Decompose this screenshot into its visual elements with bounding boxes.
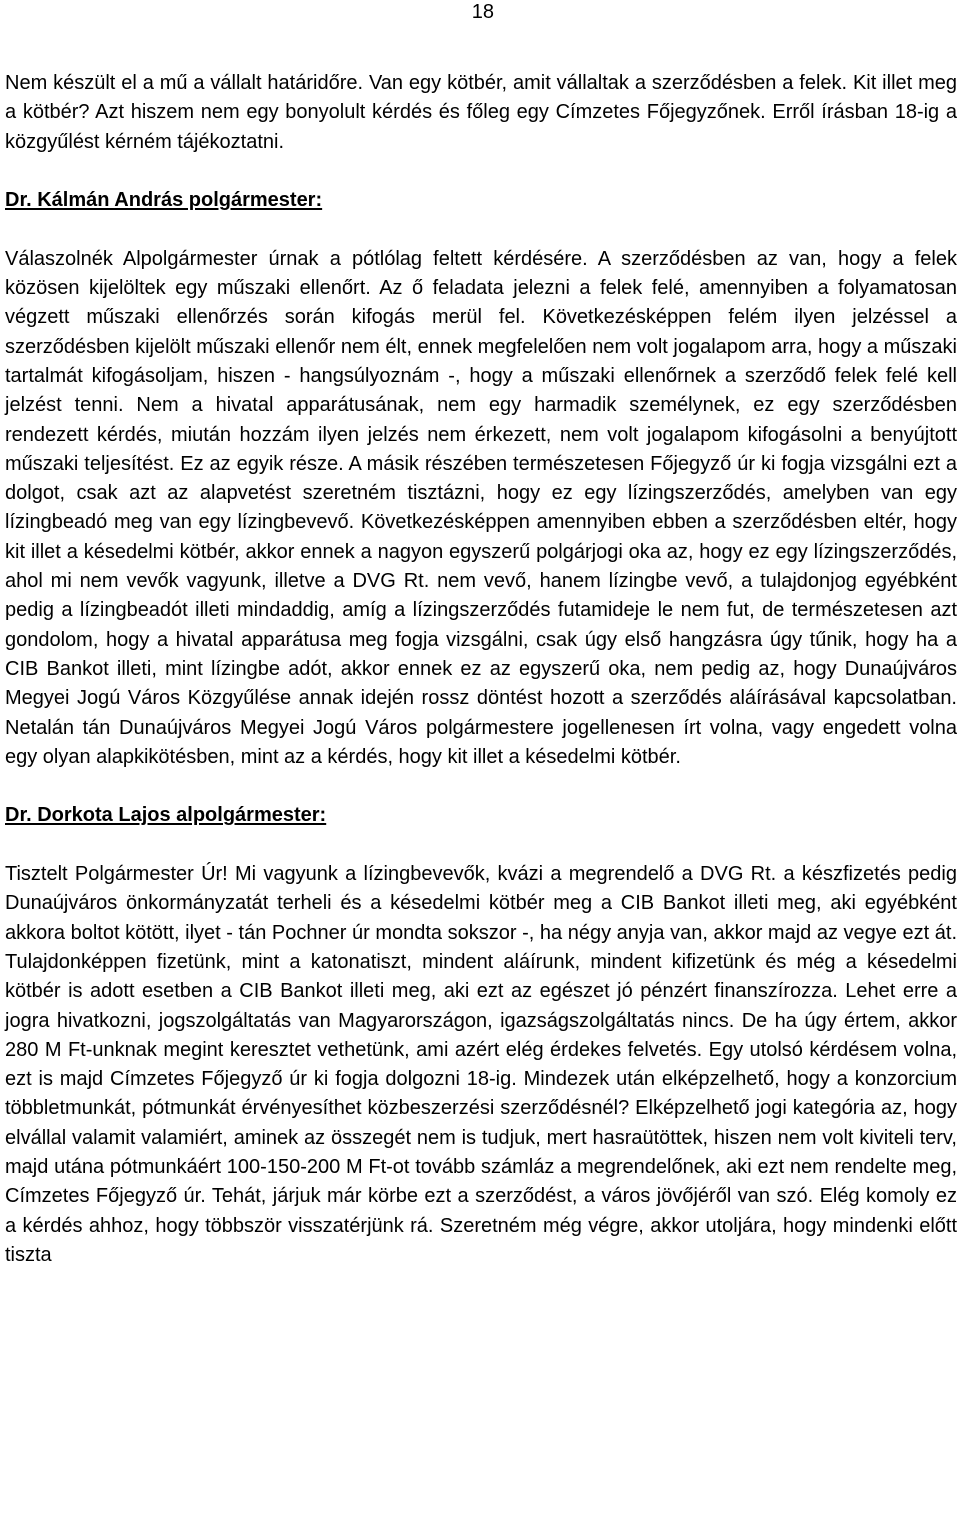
paragraph-deputy-mayor-reply: Tisztelt Polgármester Úr! Mi vagyunk a lízingbevevők, kvázi a megrendelő a DVG Rt. a készfizetés pedig Dunaújváros önkormányzatát terheli és a késedelmi kötbér meg a CIB Bankot illeti meg, aki egyébként akkora boltot kötött, ilyet - tán Pochner úr mondta sokszor -, ha négy anyja van, akkor majd az vegye ezt át. Tulajdonképpen fizetünk, mint a katonatiszt, mindent aláírunk, mindent kifizetünk és még a késedelmi kötbér is adott esetben a CIB Bankot illeti meg, aki ezt az egészet jó pénzért finanszírozza. Lehet erre a jogra hivatkozni, jogszolgáltatás van Magyarországon, igazságszolgáltatás nincs. De ha úgy értem, akkor 280 M Ft-unknak megint keresztet vethetünk, ami azért elég érdekes felvetés. Egy utolsó kérdésem volna, ezt is majd Címzetes Főjegyző úr ki fogja dolgozni 18-ig. Mindezek után elképzelhető, hogy a konzorcium többletmunkát, pótmunkát érvényesíthet közbeszerzési szerződésnél? Elképzelhető jogi kategória az, hogy elvállal valamit valamiért, aminek az összegét nem is tudjuk, mert hasraütöttek, hiszen nem volt kiviteli terv, majd utána pótmunkáért 100-150-200 M Ft-ot tovább számláz a megrendelőnek, aki ezt nem rendelte meg, Címzetes Főjegyző úr. Tehát, járjuk már körbe ezt a szerződést, a város jövőjéről van szó. Elég komoly ez a kérdés ahhoz, hogy többször visszatérjünk rá. Szeretném még végre, akkor utoljára, hogy mindenki előtt tiszta <box>5 863 957 1266</box>
spacer <box>5 157 957 186</box>
paragraph-mayor-answer: Válaszolnék Alpolgármester úrnak a pótlólag feltett kérdésére. A szerződésben az van, hogy a felek közösen kijelöltek egy műszaki ellenőrt. Az ő feladata jelezni a felek felé, amennyiben a folyamatosan végzett műszaki ellenőrzés során kifogás merül fel. Következésképpen felém ilyen jelzéssel a szerződésben kijelölt műszaki ellenőr nem élt, ennek megfelelően nem volt jogalapom arra, hogy a műszaki tartalmát kifogásoljam, hiszen - hangsúlyoznám -, hogy a műszaki ellenőrnek a szerződő felek felé kell jelzést tenni. Nem a hivatal apparátusának, nem egy harmadik személynek, ez egy szerződésben rendezett kérdés, miután hozzám ilyen jelzés nem érkezett, nem volt jogalapom kifogásolni a benyújtott műszaki teljesítést. Ez az egyik része. A másik részében természetesen Főjegyző úr ki fogja vizsgálni ezt a dolgot, csak azt az alapvetést szeretném tisztázni, hogy ez egy lízingszerződés, amelyben van egy lízingbeadó meg van egy lízingbevevő. Következésképpen amennyiben ebben a szerződésben eltér, hogy kit illet a késedelmi kötbér, akkor ennek a nagyon egyszerű polgárjogi oka az, hogy ez egy lízingszerződés, ahol mi nem vevők vagyunk, illetve a DVG Rt. nem vevő, hanem lízingbe vevő, a tulajdonjog egyébként pedig a lízingbeadót illeti mindaddig, amíg a lízingszerződés futamideje le nem fut, de természetesen azt gondolom, hogy a hivatal apparátusa meg fogja vizsgálni, csak úgy első hangzásra úgy tűnik, hogy ha a CIB Bankot illeti, mint lízingbe adót, akkor ennek ez az egyszerű oka, nem pedig az, hogy Dunaújváros Megyei Jogú Város Közgyűlése annak idején rossz döntést hozott a szerződés aláírásával kapcsolatban. Netalán tán Dunaújváros Megyei Jogú Város polgármestere jogellenesen írt volna, vagy engedett volna egy olyan alapkikötésben, mint az a kérdés, hogy kit illet a késedelmi kötbér. <box>5 247 957 768</box>
spacer <box>5 215 957 244</box>
spacer <box>5 831 957 860</box>
document-body <box>5 69 957 1270</box>
page-number: 18 <box>471 1 494 23</box>
speaker-heading-deputy-mayor: Dr. Dorkota Lajos alpolgármester: <box>5 804 327 827</box>
spacer <box>5 772 957 801</box>
paragraph-question-penalty: Nem készült el a mű a vállalt határidőre. Van egy kötbér, amit vállaltak a szerződésben a felek. Kit illet meg a kötbér? Azt hiszem nem egy bonyolult kérdés és főleg egy Címzetes Főjegyzőnek. Erről írásban 18-ig a közgyűlést kérném tájékoztatni. <box>5 72 957 153</box>
speaker-heading-mayor: Dr. Kálmán András polgármester: <box>5 189 323 212</box>
